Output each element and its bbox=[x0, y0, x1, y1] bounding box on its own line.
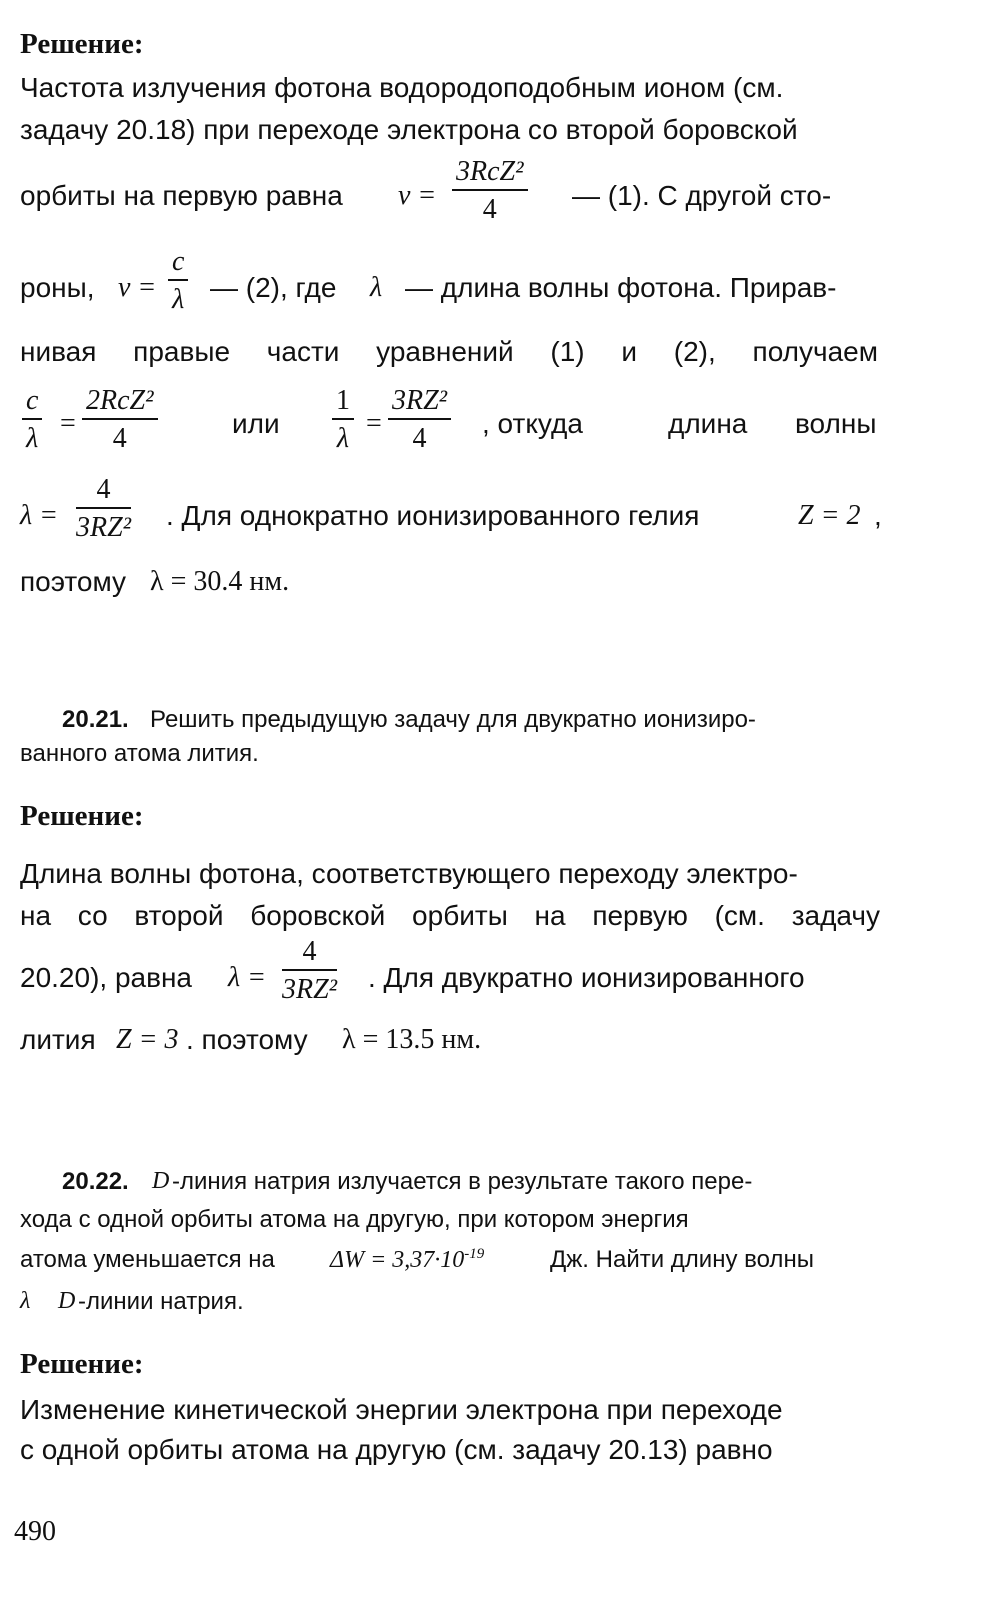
numerator: c bbox=[26, 385, 39, 416]
denominator: 4 bbox=[112, 423, 127, 454]
numerator: 2RcZ² bbox=[86, 385, 154, 416]
fraction-c-over-lambda bbox=[168, 248, 188, 314]
page-number: 490 bbox=[14, 1516, 56, 1547]
problem-text: ванного атома лития. bbox=[20, 740, 259, 767]
text-word: длина bbox=[668, 408, 748, 439]
equals-sign: = bbox=[366, 408, 382, 439]
numerator: 3RZ² bbox=[392, 385, 448, 416]
denominator: 4 bbox=[482, 194, 497, 225]
numerator: 3RcZ² bbox=[456, 156, 524, 187]
text-line: Длина волны фотона, соответствующего переходу электро- bbox=[20, 858, 798, 889]
math-lambda: λ bbox=[20, 1288, 31, 1314]
justified-line bbox=[20, 336, 878, 368]
word: получаем bbox=[752, 336, 878, 367]
word: (1) bbox=[550, 336, 585, 367]
text-line: орбиты на первую равна bbox=[20, 180, 343, 211]
denominator: λ bbox=[26, 423, 39, 454]
numerator: c bbox=[172, 246, 185, 277]
justified-line bbox=[20, 900, 880, 932]
problem-label: 20.21. bbox=[62, 706, 129, 733]
math-d: D bbox=[58, 1288, 76, 1314]
denominator: 3RZ² bbox=[76, 512, 132, 543]
exponent: -19 bbox=[464, 1246, 485, 1262]
word: на bbox=[534, 900, 566, 931]
word: нивая bbox=[20, 336, 97, 367]
text-line: . Для однократно ионизированного гелия bbox=[166, 500, 700, 531]
text-line: — (1). С другой сто- bbox=[572, 180, 832, 211]
problem-text: Дж. Найти длину волны bbox=[550, 1246, 814, 1273]
word: уравнений bbox=[376, 336, 514, 367]
numerator: 1 bbox=[336, 385, 350, 416]
math-lambda-eq: λ = bbox=[228, 962, 267, 993]
math-z-equals-3: Z = 3 bbox=[116, 1024, 179, 1055]
solution-heading: Решение: bbox=[20, 800, 144, 832]
text-line: с одной орбиты атома на другую (см. задачу 20.13) равно bbox=[20, 1434, 773, 1465]
word: со bbox=[77, 900, 108, 931]
word: первую bbox=[592, 900, 688, 931]
fraction-4-over-3rz2 bbox=[76, 476, 131, 542]
word: второй bbox=[134, 900, 224, 931]
numerator: 4 bbox=[302, 936, 317, 967]
text-word: поэтому bbox=[20, 566, 127, 597]
result-lambda: λ = 30.4 нм. bbox=[150, 566, 290, 597]
text-word: лития bbox=[20, 1024, 96, 1055]
math-expression: ΔW = 3,37·10 bbox=[330, 1247, 465, 1273]
text-word: . поэтому bbox=[186, 1024, 308, 1055]
problem-text: -линии натрия. bbox=[78, 1288, 244, 1315]
text-word: или bbox=[232, 408, 280, 439]
word: (2), bbox=[673, 336, 716, 367]
word: задачу bbox=[791, 900, 880, 931]
math-lambda-eq: λ = bbox=[20, 500, 59, 531]
math-z-equals-2: Z = 2 bbox=[798, 500, 861, 531]
problem-number bbox=[62, 706, 129, 734]
numerator: 4 bbox=[96, 474, 111, 505]
text-line: задачу 20.18) при переходе электрона со второй боровской bbox=[20, 114, 798, 145]
denominator: 3RZ² bbox=[282, 974, 338, 1005]
math-lambda: λ bbox=[370, 272, 383, 303]
denominator: λ bbox=[172, 284, 185, 315]
text-word: волны bbox=[795, 408, 877, 439]
word: и bbox=[621, 336, 638, 367]
problem-text: Решить предыдущую задачу для двукратно ионизиро- bbox=[150, 706, 756, 733]
word: боровской bbox=[250, 900, 386, 931]
text-word: , откуда bbox=[482, 408, 583, 439]
fraction-3rz2-over-4 bbox=[388, 387, 451, 453]
math-d: D bbox=[152, 1168, 170, 1194]
problem-number bbox=[62, 1168, 129, 1196]
fraction-2rcz2-over-4 bbox=[82, 387, 158, 453]
problem-text: -линия натрия излучается в результате такого пере- bbox=[172, 1168, 753, 1195]
denominator: 4 bbox=[412, 423, 427, 454]
text-line: . Для двукратно ионизированного bbox=[368, 962, 805, 993]
word: (см. bbox=[714, 900, 765, 931]
text-line: роны, bbox=[20, 272, 95, 303]
math-delta-w bbox=[330, 1246, 484, 1274]
math-nu: ν = bbox=[398, 180, 437, 211]
math-nu: ν = bbox=[118, 272, 157, 303]
solution-heading: Решение: bbox=[20, 1348, 144, 1380]
problem-text: атома уменьшается на bbox=[20, 1246, 275, 1273]
text-line: — длина волны фотона. Прирав- bbox=[405, 272, 837, 303]
problem-label: 20.22. bbox=[62, 1168, 129, 1195]
fraction-3rcz2-over-4 bbox=[452, 158, 528, 224]
denominator: λ bbox=[336, 423, 350, 454]
word: орбиты bbox=[412, 900, 508, 931]
text-line: Частота излучения фотона водородоподобным ионом (см. bbox=[20, 72, 784, 103]
result-lambda: λ = 13.5 нм. bbox=[342, 1024, 482, 1055]
word: части bbox=[266, 336, 340, 367]
fraction-c-over-lambda bbox=[22, 387, 42, 453]
text-line: — (2), где bbox=[210, 272, 337, 303]
fraction-1-over-lambda bbox=[332, 387, 354, 453]
fraction-4-over-3rz2 bbox=[282, 938, 337, 1004]
text-line: 20.20), равна bbox=[20, 962, 193, 993]
word: на bbox=[20, 900, 52, 931]
equals-sign: = bbox=[60, 408, 76, 439]
punctuation: , bbox=[874, 500, 882, 531]
problem-text: хода с одной орбиты атома на другую, при котором энергия bbox=[20, 1206, 689, 1233]
solution-heading: Решение: bbox=[20, 28, 144, 60]
text-line: Изменение кинетической энергии электрона при переходе bbox=[20, 1394, 783, 1425]
word: правые bbox=[133, 336, 231, 367]
